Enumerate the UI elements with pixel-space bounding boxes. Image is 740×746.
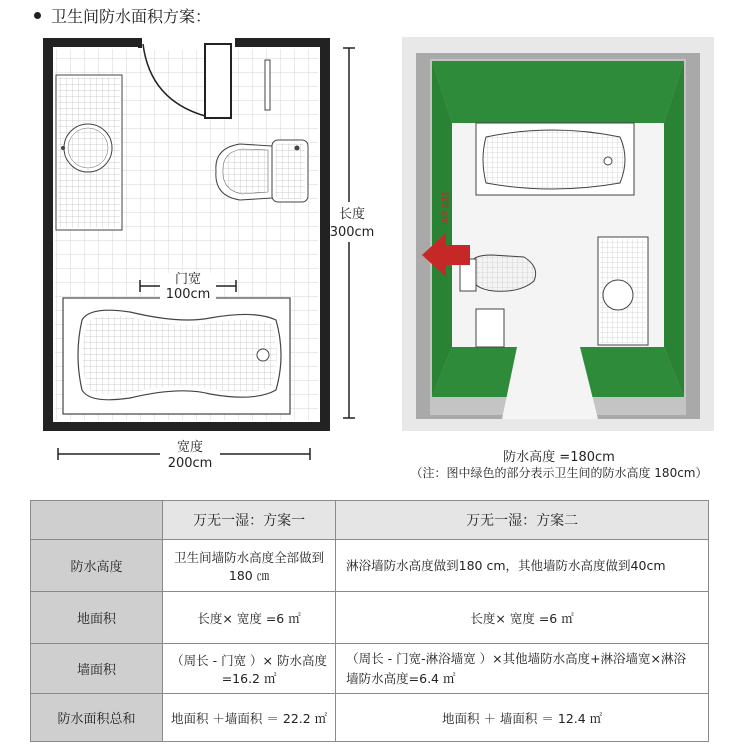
plan-two-cell: 长度× 宽度 =6 ㎡ — [336, 592, 709, 644]
length-label: 长度 — [338, 207, 366, 222]
towel-rack — [265, 60, 270, 110]
plan-one-cell: 地面积 ＋墙面积 ＝ 22.2 ㎡ — [163, 694, 336, 742]
waterproof-note: （注：图中绿色的部分表示卫生间的防水高度 180cm） — [410, 466, 708, 480]
plan-one-cell: 卫生间墙防水高度全部做到 180 ㎝ — [163, 540, 336, 592]
plan-two-cell: （周长 - 门宽-淋浴墙宽 ）×其他墙防水高度+淋浴墙宽×淋浴墙防水高度=6.4 ㎡ — [336, 644, 709, 694]
width-label: 宽度 — [176, 440, 204, 455]
table-corner — [31, 501, 163, 540]
table-header-row — [31, 501, 709, 540]
plan-two-cell: 淋浴墙防水高度做到180 cm，其他墙防水高度做到40cm — [336, 540, 709, 592]
table-row — [31, 540, 709, 592]
row-label: 防水高度 — [31, 540, 163, 592]
section-heading — [34, 4, 211, 27]
door-width-value: 100cm — [165, 287, 211, 302]
header-plan-one: 万无一湿：方案一 — [163, 501, 336, 540]
waterproof-3d-diagram — [402, 37, 714, 431]
vanity-3d — [598, 237, 648, 345]
height-arrow-text: 180 cm — [439, 191, 449, 225]
bathtub-3d — [476, 123, 634, 195]
row-label: 防水面积总和 — [31, 694, 163, 742]
waterproof-height-caption: 防水高度 =180cm — [503, 450, 615, 465]
floor-plan-diagram — [0, 30, 400, 500]
vanity-sink — [56, 75, 122, 230]
header-plan-two: 万无一湿：方案二 — [336, 501, 709, 540]
toilet — [216, 140, 308, 202]
length-dimension — [330, 48, 378, 418]
plan-two-cell: 地面积 ＋ 墙面积 ＝ 12.4 ㎡ — [336, 694, 709, 742]
plan-one-cell: 长度× 宽度 =6 ㎡ — [163, 592, 336, 644]
door-width-label: 门宽 — [174, 272, 202, 287]
comparison-table — [30, 500, 709, 742]
plan-one-cell: （周长 - 门宽 ）× 防水高度=16.2 ㎡ — [163, 644, 336, 694]
bullet-icon — [34, 12, 41, 19]
table-row — [31, 644, 709, 694]
table-row — [31, 592, 709, 644]
bathtub — [63, 298, 290, 414]
width-dimension — [58, 438, 310, 472]
length-value: 300cm — [329, 225, 375, 240]
width-value: 200cm — [167, 456, 213, 471]
table-row — [31, 694, 709, 742]
section-title: 卫生间防水面积方案： — [51, 7, 212, 26]
row-label: 墙面积 — [31, 644, 163, 694]
row-label: 地面积 — [31, 592, 163, 644]
